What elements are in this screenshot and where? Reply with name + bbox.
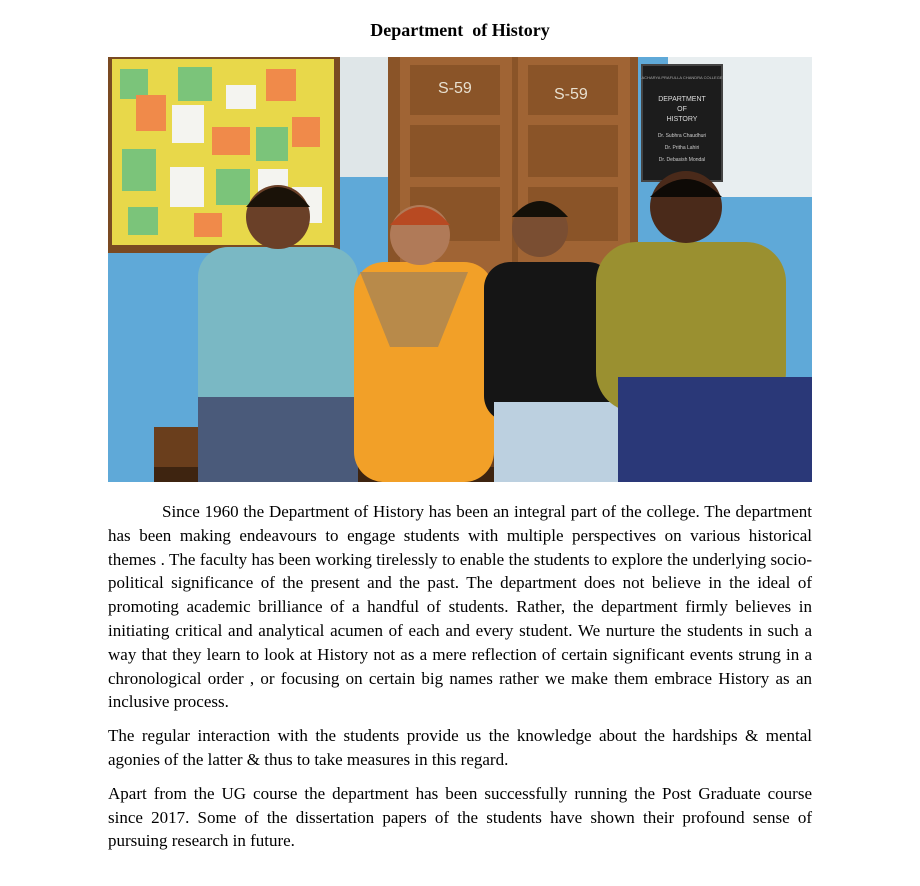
svg-text:Dr. Subhra Chaudhuri: Dr. Subhra Chaudhuri [657, 133, 707, 139]
paragraph-interaction: The regular interaction with the students provide us the knowledge about the hardships & mental agonies of the latter & thus to take measures in this regard. [108, 726, 812, 769]
svg-text:DEPARTMENT: DEPARTMENT [658, 96, 706, 103]
svg-text:Dr. Debasish Mondal: Dr. Debasish Mondal [658, 157, 706, 163]
department-group-photo [108, 57, 812, 482]
body-text [108, 500, 812, 863]
door-number-right: S-59 [554, 86, 588, 103]
svg-text:OF: OF [677, 106, 687, 113]
svg-text:ACHARYA PRAFULLA CHANDRA COLLE: ACHARYA PRAFULLA CHANDRA COLLEGE [641, 75, 723, 80]
door-number-left: S-59 [438, 80, 472, 97]
page-title: Department of History [370, 20, 550, 40]
paragraph-intro: Since 1960 the Department of History has been an integral part of the college. The department has been making endeavours to engage students with multiple perspectives on various historical themes . The faculty has been working tirelessly to enable the students to explore the underlying socio- political significance of the present and the past. The department does not believe in the ideal of promoting academic brilliance of a handful of students. Rather, the department firmly believes in initiating critical and analytical acumen of each and every student. We nurture the students in such a way that they learn to look at History not as a mere reflection of certain significant events strung in a chronological order , or focusing on certain big names rather we make them embrace History as an inclusive process. [108, 502, 812, 712]
paragraph-postgraduate: Apart from the UG course the department has been successfully running the Post Graduate course since 2017. Some of the dissertation papers of the students have shown their profound sense of pursuing research in future. [108, 783, 812, 851]
svg-text:Dr. Pritha Lahiri: Dr. Pritha Lahiri [664, 145, 700, 151]
department-plaque [642, 65, 723, 181]
svg-text:HISTORY: HISTORY [666, 116, 698, 123]
